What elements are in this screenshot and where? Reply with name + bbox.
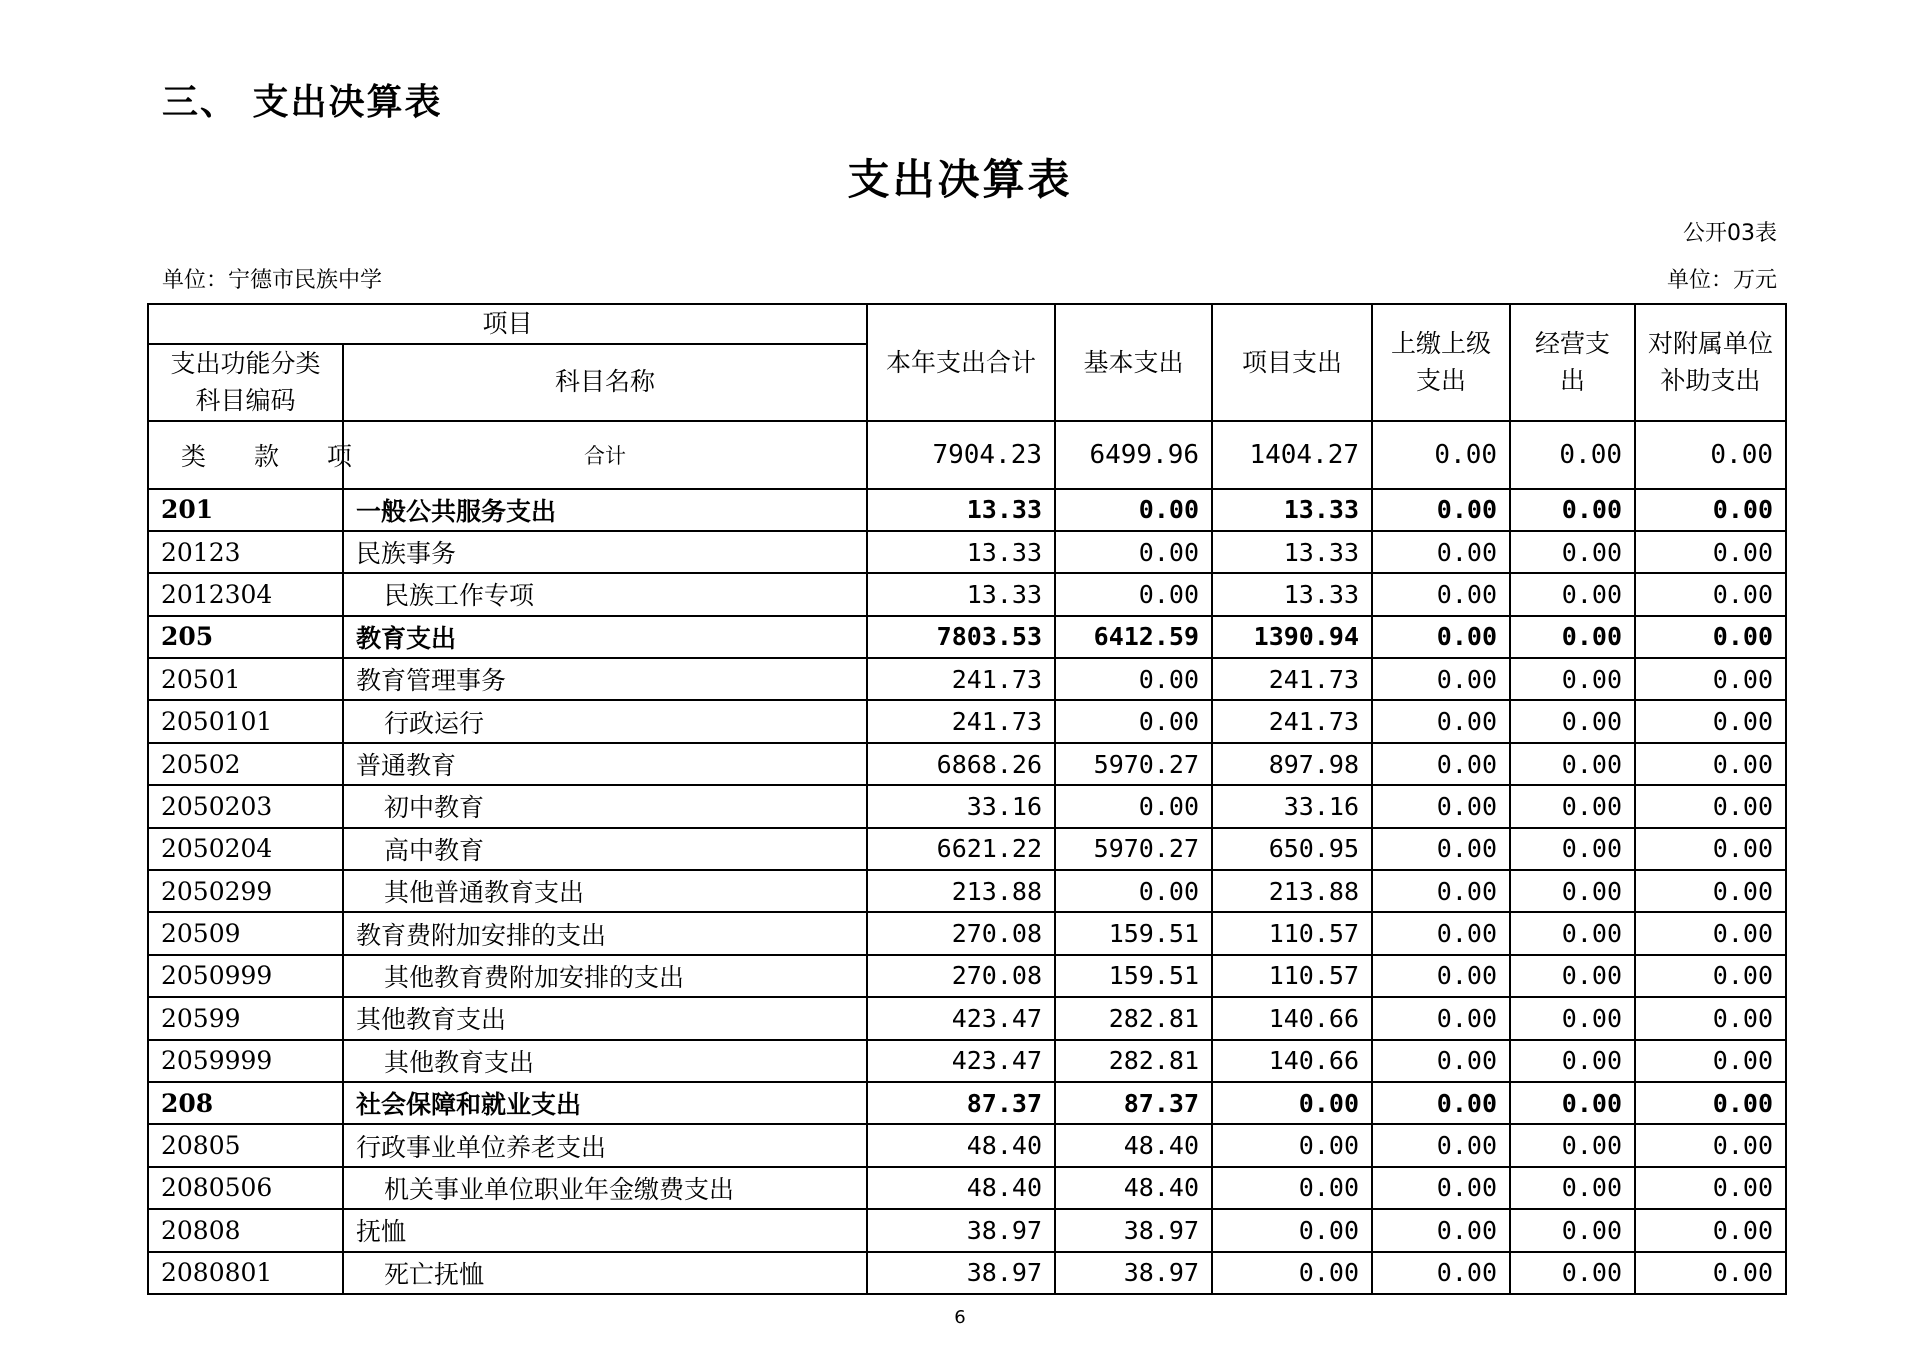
row-project: 213.88 <box>1212 870 1372 912</box>
row-name: 其他教育支出 <box>343 997 867 1039</box>
row-basic: 159.51 <box>1055 912 1212 954</box>
total-subsidy: 0.00 <box>1635 421 1786 489</box>
row-code: 205 <box>148 616 343 658</box>
table-row <box>148 531 1786 573</box>
row-code: 2050203 <box>148 785 343 827</box>
money-unit: 单位：万元 <box>1666 268 1777 293</box>
row-code: 2080506 <box>148 1167 343 1209</box>
header-basic: 基本支出 <box>1055 304 1212 421</box>
header-item: 项目 <box>148 304 867 344</box>
row-business: 0.00 <box>1510 870 1635 912</box>
row-business: 0.00 <box>1510 489 1635 531</box>
row-total: 241.73 <box>867 658 1055 700</box>
row-basic: 48.40 <box>1055 1167 1212 1209</box>
row-total: 13.33 <box>867 489 1055 531</box>
row-total: 423.47 <box>867 1040 1055 1082</box>
row-project: 140.66 <box>1212 1040 1372 1082</box>
table-row <box>148 573 1786 615</box>
table-row <box>148 1209 1786 1251</box>
table-row <box>148 1167 1786 1209</box>
row-business: 0.00 <box>1510 658 1635 700</box>
total-total: 7904.23 <box>867 421 1055 489</box>
row-upper: 0.00 <box>1372 828 1510 870</box>
row-basic: 159.51 <box>1055 955 1212 997</box>
table-row <box>148 828 1786 870</box>
table-row <box>148 955 1786 997</box>
table-title: 支出决算表 <box>847 155 1073 204</box>
row-upper: 0.00 <box>1372 955 1510 997</box>
row-business: 0.00 <box>1510 912 1635 954</box>
row-subsidy: 0.00 <box>1635 700 1786 742</box>
section-title: 三、 支出决算表 <box>162 82 443 123</box>
header-subsidy: 对附属单位补助支出 <box>1635 304 1786 421</box>
row-business: 0.00 <box>1510 1209 1635 1251</box>
row-name: 其他教育费附加安排的支出 <box>343 955 867 997</box>
row-name: 民族事务 <box>343 531 867 573</box>
row-total: 6621.22 <box>867 828 1055 870</box>
row-upper: 0.00 <box>1372 1124 1510 1166</box>
row-upper: 0.00 <box>1372 1209 1510 1251</box>
row-basic: 5970.27 <box>1055 743 1212 785</box>
row-upper: 0.00 <box>1372 870 1510 912</box>
row-basic: 0.00 <box>1055 531 1212 573</box>
row-business: 0.00 <box>1510 997 1635 1039</box>
row-upper: 0.00 <box>1372 1167 1510 1209</box>
table-row <box>148 912 1786 954</box>
table-body <box>148 489 1786 1294</box>
row-basic: 5970.27 <box>1055 828 1212 870</box>
total-label: 合计 <box>343 421 867 489</box>
row-subsidy: 0.00 <box>1635 573 1786 615</box>
row-subsidy: 0.00 <box>1635 489 1786 531</box>
row-upper: 0.00 <box>1372 616 1510 658</box>
row-name: 其他普通教育支出 <box>343 870 867 912</box>
table-row <box>148 1124 1786 1166</box>
row-basic: 87.37 <box>1055 1082 1212 1124</box>
row-code: 2050999 <box>148 955 343 997</box>
row-basic: 6412.59 <box>1055 616 1212 658</box>
row-basic: 48.40 <box>1055 1124 1212 1166</box>
header-project: 项目支出 <box>1212 304 1372 421</box>
row-upper: 0.00 <box>1372 658 1510 700</box>
row-basic: 0.00 <box>1055 700 1212 742</box>
table-row <box>148 700 1786 742</box>
row-code: 2050101 <box>148 700 343 742</box>
row-name: 行政运行 <box>343 700 867 742</box>
row-total: 48.40 <box>867 1167 1055 1209</box>
row-project: 0.00 <box>1212 1167 1372 1209</box>
row-business: 0.00 <box>1510 573 1635 615</box>
row-code: 20502 <box>148 743 343 785</box>
row-subsidy: 0.00 <box>1635 658 1786 700</box>
row-upper: 0.00 <box>1372 743 1510 785</box>
row-business: 0.00 <box>1510 785 1635 827</box>
unit-name: 单位：宁德市民族中学 <box>162 268 383 293</box>
row-code: 20123 <box>148 531 343 573</box>
row-total: 213.88 <box>867 870 1055 912</box>
row-code: 2012304 <box>148 573 343 615</box>
row-basic: 0.00 <box>1055 870 1212 912</box>
row-code: 2080801 <box>148 1252 343 1294</box>
row-basic: 38.97 <box>1055 1252 1212 1294</box>
row-name: 教育费附加安排的支出 <box>343 912 867 954</box>
row-project: 241.73 <box>1212 700 1372 742</box>
row-project: 650.95 <box>1212 828 1372 870</box>
row-basic: 282.81 <box>1055 997 1212 1039</box>
row-basic: 0.00 <box>1055 785 1212 827</box>
row-subsidy: 0.00 <box>1635 785 1786 827</box>
row-name: 民族工作专项 <box>343 573 867 615</box>
row-total: 270.08 <box>867 955 1055 997</box>
row-upper: 0.00 <box>1372 785 1510 827</box>
row-total: 38.97 <box>867 1209 1055 1251</box>
row-business: 0.00 <box>1510 616 1635 658</box>
row-subsidy: 0.00 <box>1635 828 1786 870</box>
table-row <box>148 1082 1786 1124</box>
row-business: 0.00 <box>1510 955 1635 997</box>
row-basic: 38.97 <box>1055 1209 1212 1251</box>
row-upper: 0.00 <box>1372 997 1510 1039</box>
row-total: 270.08 <box>867 912 1055 954</box>
row-project: 897.98 <box>1212 743 1372 785</box>
row-business: 0.00 <box>1510 700 1635 742</box>
table-row <box>148 870 1786 912</box>
row-business: 0.00 <box>1510 1167 1635 1209</box>
table-row <box>148 997 1786 1039</box>
row-name: 教育管理事务 <box>343 658 867 700</box>
row-code: 20805 <box>148 1124 343 1166</box>
row-upper: 0.00 <box>1372 573 1510 615</box>
row-upper: 0.00 <box>1372 700 1510 742</box>
total-business: 0.00 <box>1510 421 1635 489</box>
header-code: 支出功能分类科目编码 <box>148 344 343 421</box>
total-row <box>148 421 1786 489</box>
row-subsidy: 0.00 <box>1635 743 1786 785</box>
row-subsidy: 0.00 <box>1635 1124 1786 1166</box>
row-total: 33.16 <box>867 785 1055 827</box>
expenditure-table <box>147 303 1787 1295</box>
row-name: 其他教育支出 <box>343 1040 867 1082</box>
row-code: 2050204 <box>148 828 343 870</box>
row-project: 13.33 <box>1212 531 1372 573</box>
row-subsidy: 0.00 <box>1635 1252 1786 1294</box>
table-row <box>148 616 1786 658</box>
row-upper: 0.00 <box>1372 1040 1510 1082</box>
form-number: 公开03表 <box>1683 221 1777 246</box>
row-total: 13.33 <box>867 531 1055 573</box>
row-project: 1390.94 <box>1212 616 1372 658</box>
row-project: 140.66 <box>1212 997 1372 1039</box>
row-project: 110.57 <box>1212 955 1372 997</box>
table-row <box>148 785 1786 827</box>
row-name: 机关事业单位职业年金缴费支出 <box>343 1167 867 1209</box>
row-name: 一般公共服务支出 <box>343 489 867 531</box>
table-row <box>148 1040 1786 1082</box>
row-upper: 0.00 <box>1372 1252 1510 1294</box>
row-subsidy: 0.00 <box>1635 531 1786 573</box>
row-upper: 0.00 <box>1372 1082 1510 1124</box>
row-total: 13.33 <box>867 573 1055 615</box>
row-subsidy: 0.00 <box>1635 912 1786 954</box>
row-subsidy: 0.00 <box>1635 870 1786 912</box>
row-subsidy: 0.00 <box>1635 1167 1786 1209</box>
row-project: 33.16 <box>1212 785 1372 827</box>
row-total: 48.40 <box>867 1124 1055 1166</box>
row-basic: 0.00 <box>1055 489 1212 531</box>
row-subsidy: 0.00 <box>1635 616 1786 658</box>
row-total: 7803.53 <box>867 616 1055 658</box>
header-upper: 上缴上级支出 <box>1372 304 1510 421</box>
header-total: 本年支出合计 <box>867 304 1055 421</box>
table-row <box>148 1252 1786 1294</box>
total-upper: 0.00 <box>1372 421 1510 489</box>
row-code: 20599 <box>148 997 343 1039</box>
row-total: 6868.26 <box>867 743 1055 785</box>
row-project: 13.33 <box>1212 573 1372 615</box>
row-upper: 0.00 <box>1372 912 1510 954</box>
row-subsidy: 0.00 <box>1635 1082 1786 1124</box>
row-name: 死亡抚恤 <box>343 1252 867 1294</box>
row-code: 201 <box>148 489 343 531</box>
row-subsidy: 0.00 <box>1635 997 1786 1039</box>
row-total: 241.73 <box>867 700 1055 742</box>
row-name: 初中教育 <box>343 785 867 827</box>
table-row <box>148 489 1786 531</box>
header-name: 科目名称 <box>343 344 867 421</box>
row-code: 20501 <box>148 658 343 700</box>
row-code: 2059999 <box>148 1040 343 1082</box>
row-code: 20808 <box>148 1209 343 1251</box>
row-basic: 282.81 <box>1055 1040 1212 1082</box>
row-name: 普通教育 <box>343 743 867 785</box>
row-business: 0.00 <box>1510 1252 1635 1294</box>
row-project: 13.33 <box>1212 489 1372 531</box>
page-number: 6 <box>954 1307 966 1328</box>
row-basic: 0.00 <box>1055 658 1212 700</box>
row-upper: 0.00 <box>1372 489 1510 531</box>
row-code: 2050299 <box>148 870 343 912</box>
row-business: 0.00 <box>1510 743 1635 785</box>
row-project: 0.00 <box>1212 1209 1372 1251</box>
row-code: 208 <box>148 1082 343 1124</box>
row-business: 0.00 <box>1510 531 1635 573</box>
row-project: 0.00 <box>1212 1252 1372 1294</box>
row-total: 423.47 <box>867 997 1055 1039</box>
row-business: 0.00 <box>1510 1040 1635 1082</box>
row-name: 社会保障和就业支出 <box>343 1082 867 1124</box>
row-project: 0.00 <box>1212 1124 1372 1166</box>
row-subsidy: 0.00 <box>1635 955 1786 997</box>
row-business: 0.00 <box>1510 1124 1635 1166</box>
row-name: 行政事业单位养老支出 <box>343 1124 867 1166</box>
class-label: 类 款 项 <box>148 421 343 489</box>
row-basic: 0.00 <box>1055 573 1212 615</box>
row-project: 0.00 <box>1212 1082 1372 1124</box>
table-row <box>148 658 1786 700</box>
row-code: 20509 <box>148 912 343 954</box>
row-name: 教育支出 <box>343 616 867 658</box>
header-business: 经营支出 <box>1510 304 1635 421</box>
total-project: 1404.27 <box>1212 421 1372 489</box>
row-subsidy: 0.00 <box>1635 1040 1786 1082</box>
row-total: 38.97 <box>867 1252 1055 1294</box>
row-project: 110.57 <box>1212 912 1372 954</box>
table-row <box>148 743 1786 785</box>
row-business: 0.00 <box>1510 1082 1635 1124</box>
row-project: 241.73 <box>1212 658 1372 700</box>
row-name: 抚恤 <box>343 1209 867 1251</box>
row-name: 高中教育 <box>343 828 867 870</box>
row-business: 0.00 <box>1510 828 1635 870</box>
row-total: 87.37 <box>867 1082 1055 1124</box>
row-upper: 0.00 <box>1372 531 1510 573</box>
total-basic: 6499.96 <box>1055 421 1212 489</box>
row-subsidy: 0.00 <box>1635 1209 1786 1251</box>
